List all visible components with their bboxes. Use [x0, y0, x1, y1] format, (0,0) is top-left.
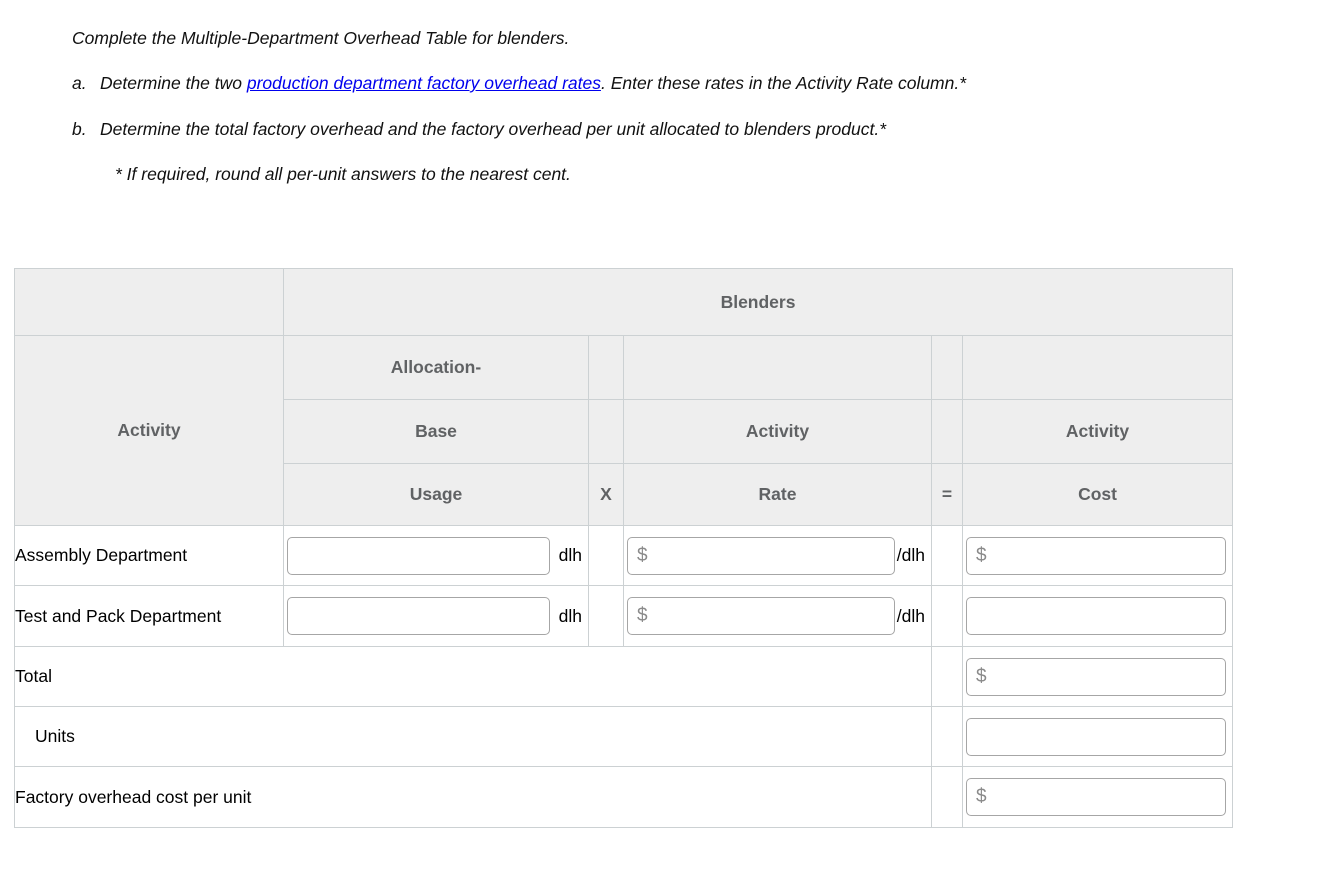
header-equals-blank-2	[932, 400, 963, 464]
instruction-item-a	[72, 73, 966, 94]
total-label: Total	[15, 647, 932, 707]
dollar-sign: $	[976, 786, 987, 807]
table-row	[15, 707, 1233, 767]
testpack-cost-cell	[963, 586, 1233, 647]
testpack-x-cell	[589, 586, 624, 647]
testpack-cost-input[interactable]	[966, 597, 1226, 635]
table-title: Blenders	[284, 269, 1233, 336]
item-b-text: Determine the total factory overhead and the factory overhead per unit allocated to blenders product.*	[100, 119, 887, 139]
header-allocation: Allocation-	[284, 336, 589, 400]
per-unit-cost-input[interactable]	[992, 779, 1225, 815]
rounding-footnote: * If required, round all per-unit answers to the nearest cent.	[115, 164, 571, 184]
assembly-usage-cell	[284, 526, 589, 586]
item-b-marker: b.	[72, 119, 87, 139]
header-multiply: X	[589, 464, 624, 526]
dollar-sign: $	[976, 544, 987, 566]
instruction-item-b	[72, 119, 886, 140]
intro-text: Complete the Multiple-Department Overhead Table for blenders.	[72, 28, 570, 48]
dollar-sign: $	[976, 665, 987, 687]
overhead-table	[14, 268, 1233, 828]
header-rate: Rate	[624, 464, 932, 526]
testpack-rate-unit: /dlh	[896, 605, 925, 626]
assembly-cost-cell	[963, 526, 1233, 586]
dollar-sign: $	[637, 605, 648, 626]
header-equals-blank	[932, 336, 963, 400]
header-cost-blank	[963, 336, 1233, 400]
assembly-x-cell	[589, 526, 624, 586]
per-unit-cost-cell	[963, 767, 1233, 828]
header-cost: Cost	[963, 464, 1233, 526]
assembly-rate-input[interactable]	[653, 538, 894, 574]
units-input[interactable]	[966, 718, 1226, 756]
header-activity-rate-group: Activity	[624, 400, 932, 464]
header-usage: Usage	[284, 464, 589, 526]
units-cost-cell	[963, 707, 1233, 767]
table-row	[15, 586, 1233, 647]
header-rate-blank	[624, 336, 932, 400]
header-activity: Activity	[15, 336, 284, 526]
testpack-usage-input[interactable]	[287, 597, 550, 635]
total-equals-cell	[932, 647, 963, 707]
header-activity-cost-group: Activity	[963, 400, 1233, 464]
table-row	[15, 647, 1233, 707]
assembly-equals-cell	[932, 526, 963, 586]
assembly-usage-input[interactable]	[287, 537, 550, 575]
assembly-rate-cell	[624, 526, 932, 586]
testpack-usage-unit: dlh	[558, 605, 582, 626]
table-row	[15, 526, 1233, 586]
corner-blank-cell	[15, 269, 284, 336]
units-label: Units	[15, 707, 932, 767]
per-unit-equals-cell	[932, 767, 963, 828]
item-a-text-pre: Determine the two	[100, 73, 247, 93]
item-a-text-post: . Enter these rates in the Activity Rate column.*	[600, 73, 967, 93]
testpack-equals-cell	[932, 586, 963, 647]
total-cost-input[interactable]	[992, 659, 1225, 695]
per-unit-label: Factory overhead cost per unit	[15, 767, 932, 828]
header-x-blank-2	[589, 400, 624, 464]
header-equals: =	[932, 464, 963, 526]
assembly-label: Assembly Department	[15, 526, 284, 586]
dollar-sign: $	[637, 544, 648, 566]
assembly-usage-unit: dlh	[558, 545, 582, 565]
table-row	[15, 767, 1233, 828]
testpack-label: Test and Pack Department	[15, 586, 284, 647]
header-x-blank	[589, 336, 624, 400]
total-cost-cell	[963, 647, 1233, 707]
assembly-rate-unit: /dlh	[896, 545, 925, 565]
item-a-marker: a.	[72, 73, 87, 93]
overhead-rates-link[interactable]: production department factory overhead rates	[246, 73, 601, 93]
assembly-cost-input[interactable]	[992, 538, 1225, 574]
testpack-rate-cell	[624, 586, 932, 647]
testpack-usage-cell	[284, 586, 589, 647]
testpack-rate-input[interactable]	[653, 598, 894, 634]
units-equals-cell	[932, 707, 963, 767]
header-base: Base	[284, 400, 589, 464]
